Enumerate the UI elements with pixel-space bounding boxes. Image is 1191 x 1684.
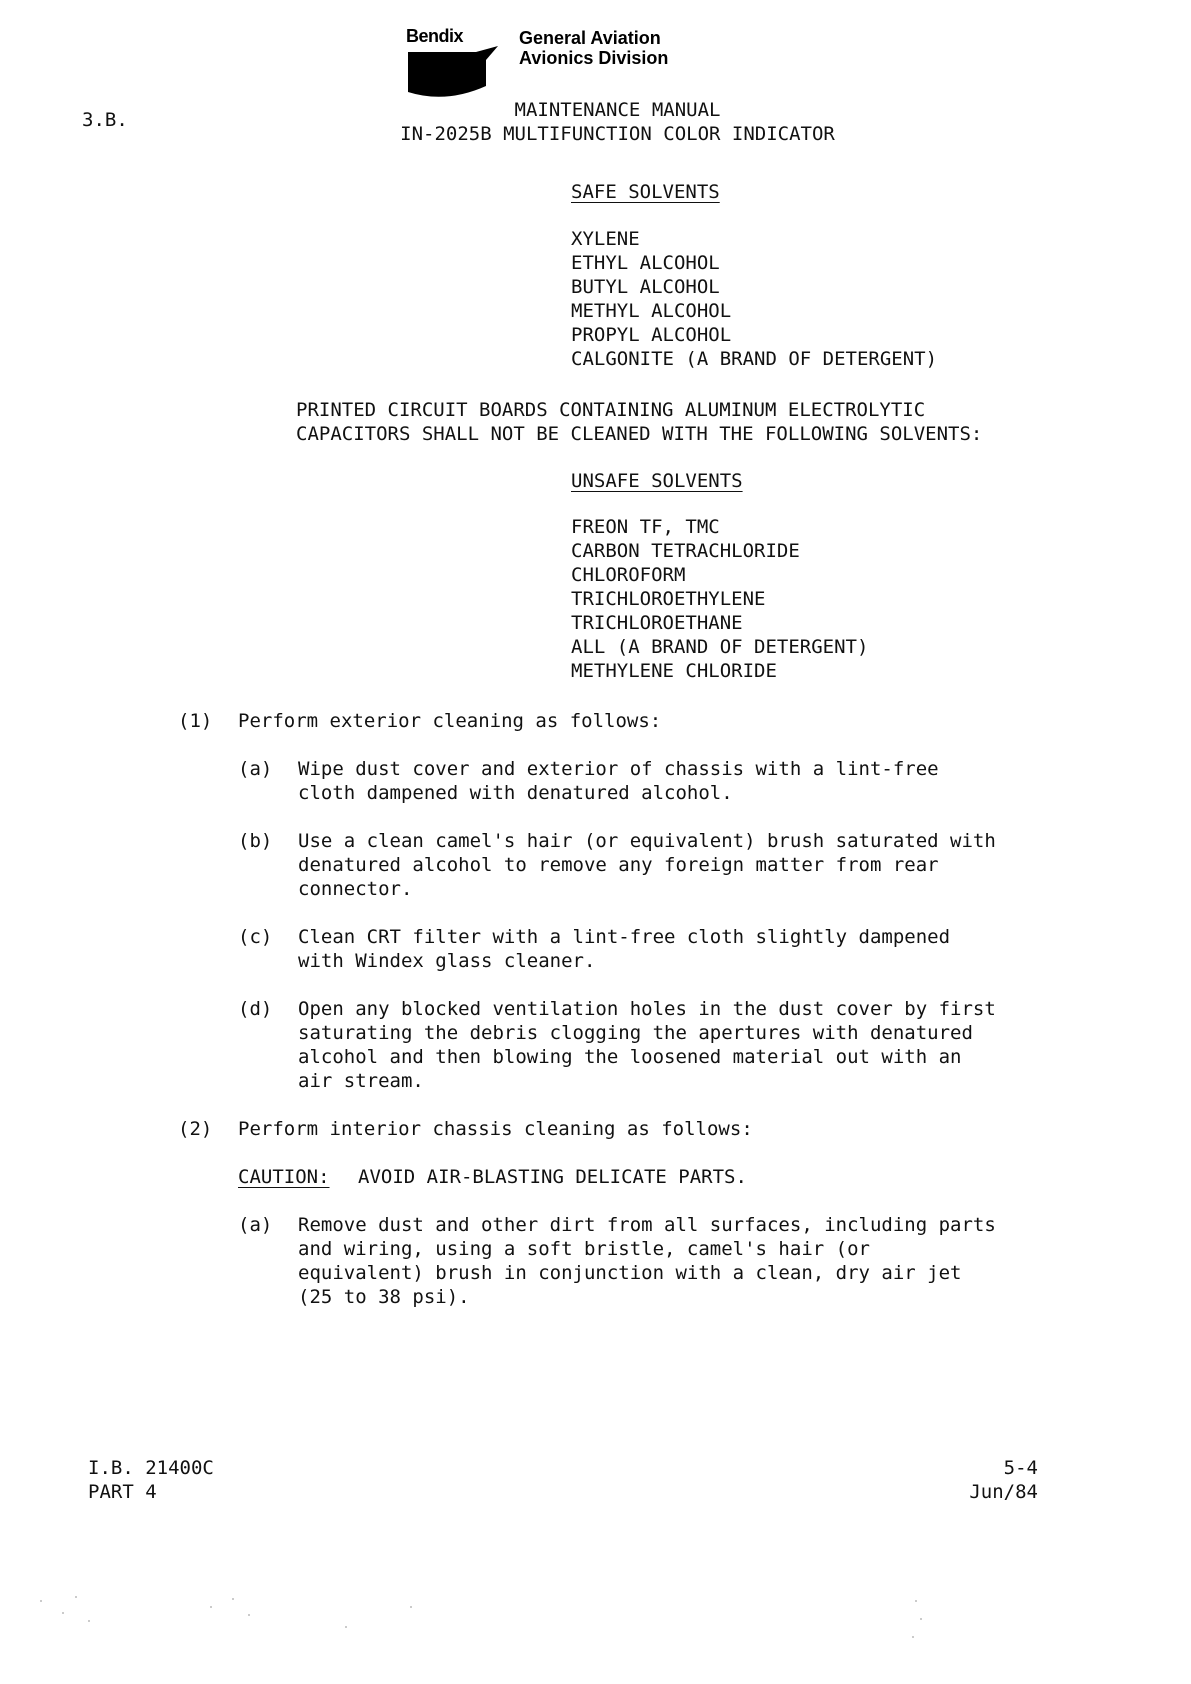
footer-page-number: 5-4 xyxy=(1003,1457,1038,1479)
manual-title-line-2: IN-2025B MULTIFUNCTION COLOR INDICATOR xyxy=(400,123,835,145)
safe-solvents-heading: SAFE SOLVENTS xyxy=(571,181,720,203)
step-1d-line: Open any blocked ventilation holes in the dust cover by first xyxy=(298,998,996,1020)
list-item: TRICHLOROETHYLENE xyxy=(571,588,766,610)
step-1c-letter: (c) xyxy=(238,926,273,948)
list-item: ETHYL ALCOHOL xyxy=(571,252,720,274)
unsafe-solvents-heading: UNSAFE SOLVENTS xyxy=(571,470,743,492)
step-1b-letter: (b) xyxy=(238,830,273,852)
step-1a-letter: (a) xyxy=(238,758,273,780)
step-1d-line: alcohol and then blowing the loosened material out with an xyxy=(298,1046,962,1068)
step-1a-line: cloth dampened with denatured alcohol. xyxy=(298,782,733,804)
footer-doc-number: I.B. 21400C xyxy=(88,1457,214,1479)
caution-label: CAUTION: xyxy=(238,1166,330,1188)
step-2a-line: and wiring, using a soft bristle, camel's hair (or xyxy=(298,1238,870,1260)
list-item: METHYL ALCOHOL xyxy=(571,300,732,322)
step-1d-letter: (d) xyxy=(238,998,273,1020)
section-reference: 3.B. xyxy=(82,109,128,131)
unsafe-solvents-list xyxy=(571,515,868,683)
warning-line-2: CAPACITORS SHALL NOT BE CLEANED WITH THE FOLLOWING SOLVENTS: xyxy=(296,423,983,445)
step-2-number: (2) xyxy=(178,1118,213,1140)
list-item: BUTYL ALCOHOL xyxy=(571,276,720,298)
list-item: CARBON TETRACHLORIDE xyxy=(571,540,800,562)
footer-part: PART 4 xyxy=(88,1481,157,1503)
step-1c-line: with Windex glass cleaner. xyxy=(298,950,596,972)
step-1a-line: Wipe dust cover and exterior of chassis with a lint-free xyxy=(298,758,939,780)
list-item: CHLOROFORM xyxy=(571,564,686,586)
step-1d-line: air stream. xyxy=(298,1070,424,1092)
step-2a-line: Remove dust and other dirt from all surfaces, including parts xyxy=(298,1214,996,1236)
safe-solvents-list xyxy=(571,227,937,371)
step-1d-line: saturating the debris clogging the apertures with denatured xyxy=(298,1022,973,1044)
list-item: ALL (A BRAND OF DETERGENT) xyxy=(571,636,869,658)
footer-date: Jun/84 xyxy=(969,1481,1038,1503)
step-1-number: (1) xyxy=(178,710,213,732)
list-item: FREON TF, TMC xyxy=(571,516,720,538)
logo-division xyxy=(519,28,668,68)
list-item: TRICHLOROETHANE xyxy=(571,612,743,634)
division-line-2: Avionics Division xyxy=(519,48,669,68)
step-1b-line: connector. xyxy=(298,878,413,900)
step-1c-line: Clean CRT filter with a lint-free cloth slightly dampened xyxy=(298,926,951,948)
bendix-logo xyxy=(406,26,716,82)
list-item: PROPYL ALCOHOL xyxy=(571,324,732,346)
step-1b-line: denatured alcohol to remove any foreign matter from rear xyxy=(298,854,939,876)
logo-swoosh-icon xyxy=(406,46,500,102)
step-2-text: Perform interior chassis cleaning as follows: xyxy=(238,1118,753,1140)
step-1-text: Perform exterior cleaning as follows: xyxy=(238,710,662,732)
warning-line-1: PRINTED CIRCUIT BOARDS CONTAINING ALUMINUM ELECTROLYTIC xyxy=(296,399,926,421)
step-2a-letter: (a) xyxy=(238,1214,273,1236)
list-item: XYLENE xyxy=(571,228,640,250)
step-1b-line: Use a clean camel's hair (or equivalent) brush saturated with xyxy=(298,830,996,852)
division-line-1: General Aviation xyxy=(519,28,661,48)
list-item: CALGONITE (A BRAND OF DETERGENT) xyxy=(571,348,938,370)
caution-text: AVOID AIR-BLASTING DELICATE PARTS. xyxy=(358,1166,747,1188)
step-2a-line: equivalent) brush in conjunction with a clean, dry air jet xyxy=(298,1262,962,1284)
step-2a-line: (25 to 38 psi). xyxy=(298,1286,470,1308)
list-item: METHYLENE CHLORIDE xyxy=(571,660,777,682)
logo-wordmark: Bendix xyxy=(406,26,464,46)
manual-title-line-1: MAINTENANCE MANUAL xyxy=(514,99,721,121)
